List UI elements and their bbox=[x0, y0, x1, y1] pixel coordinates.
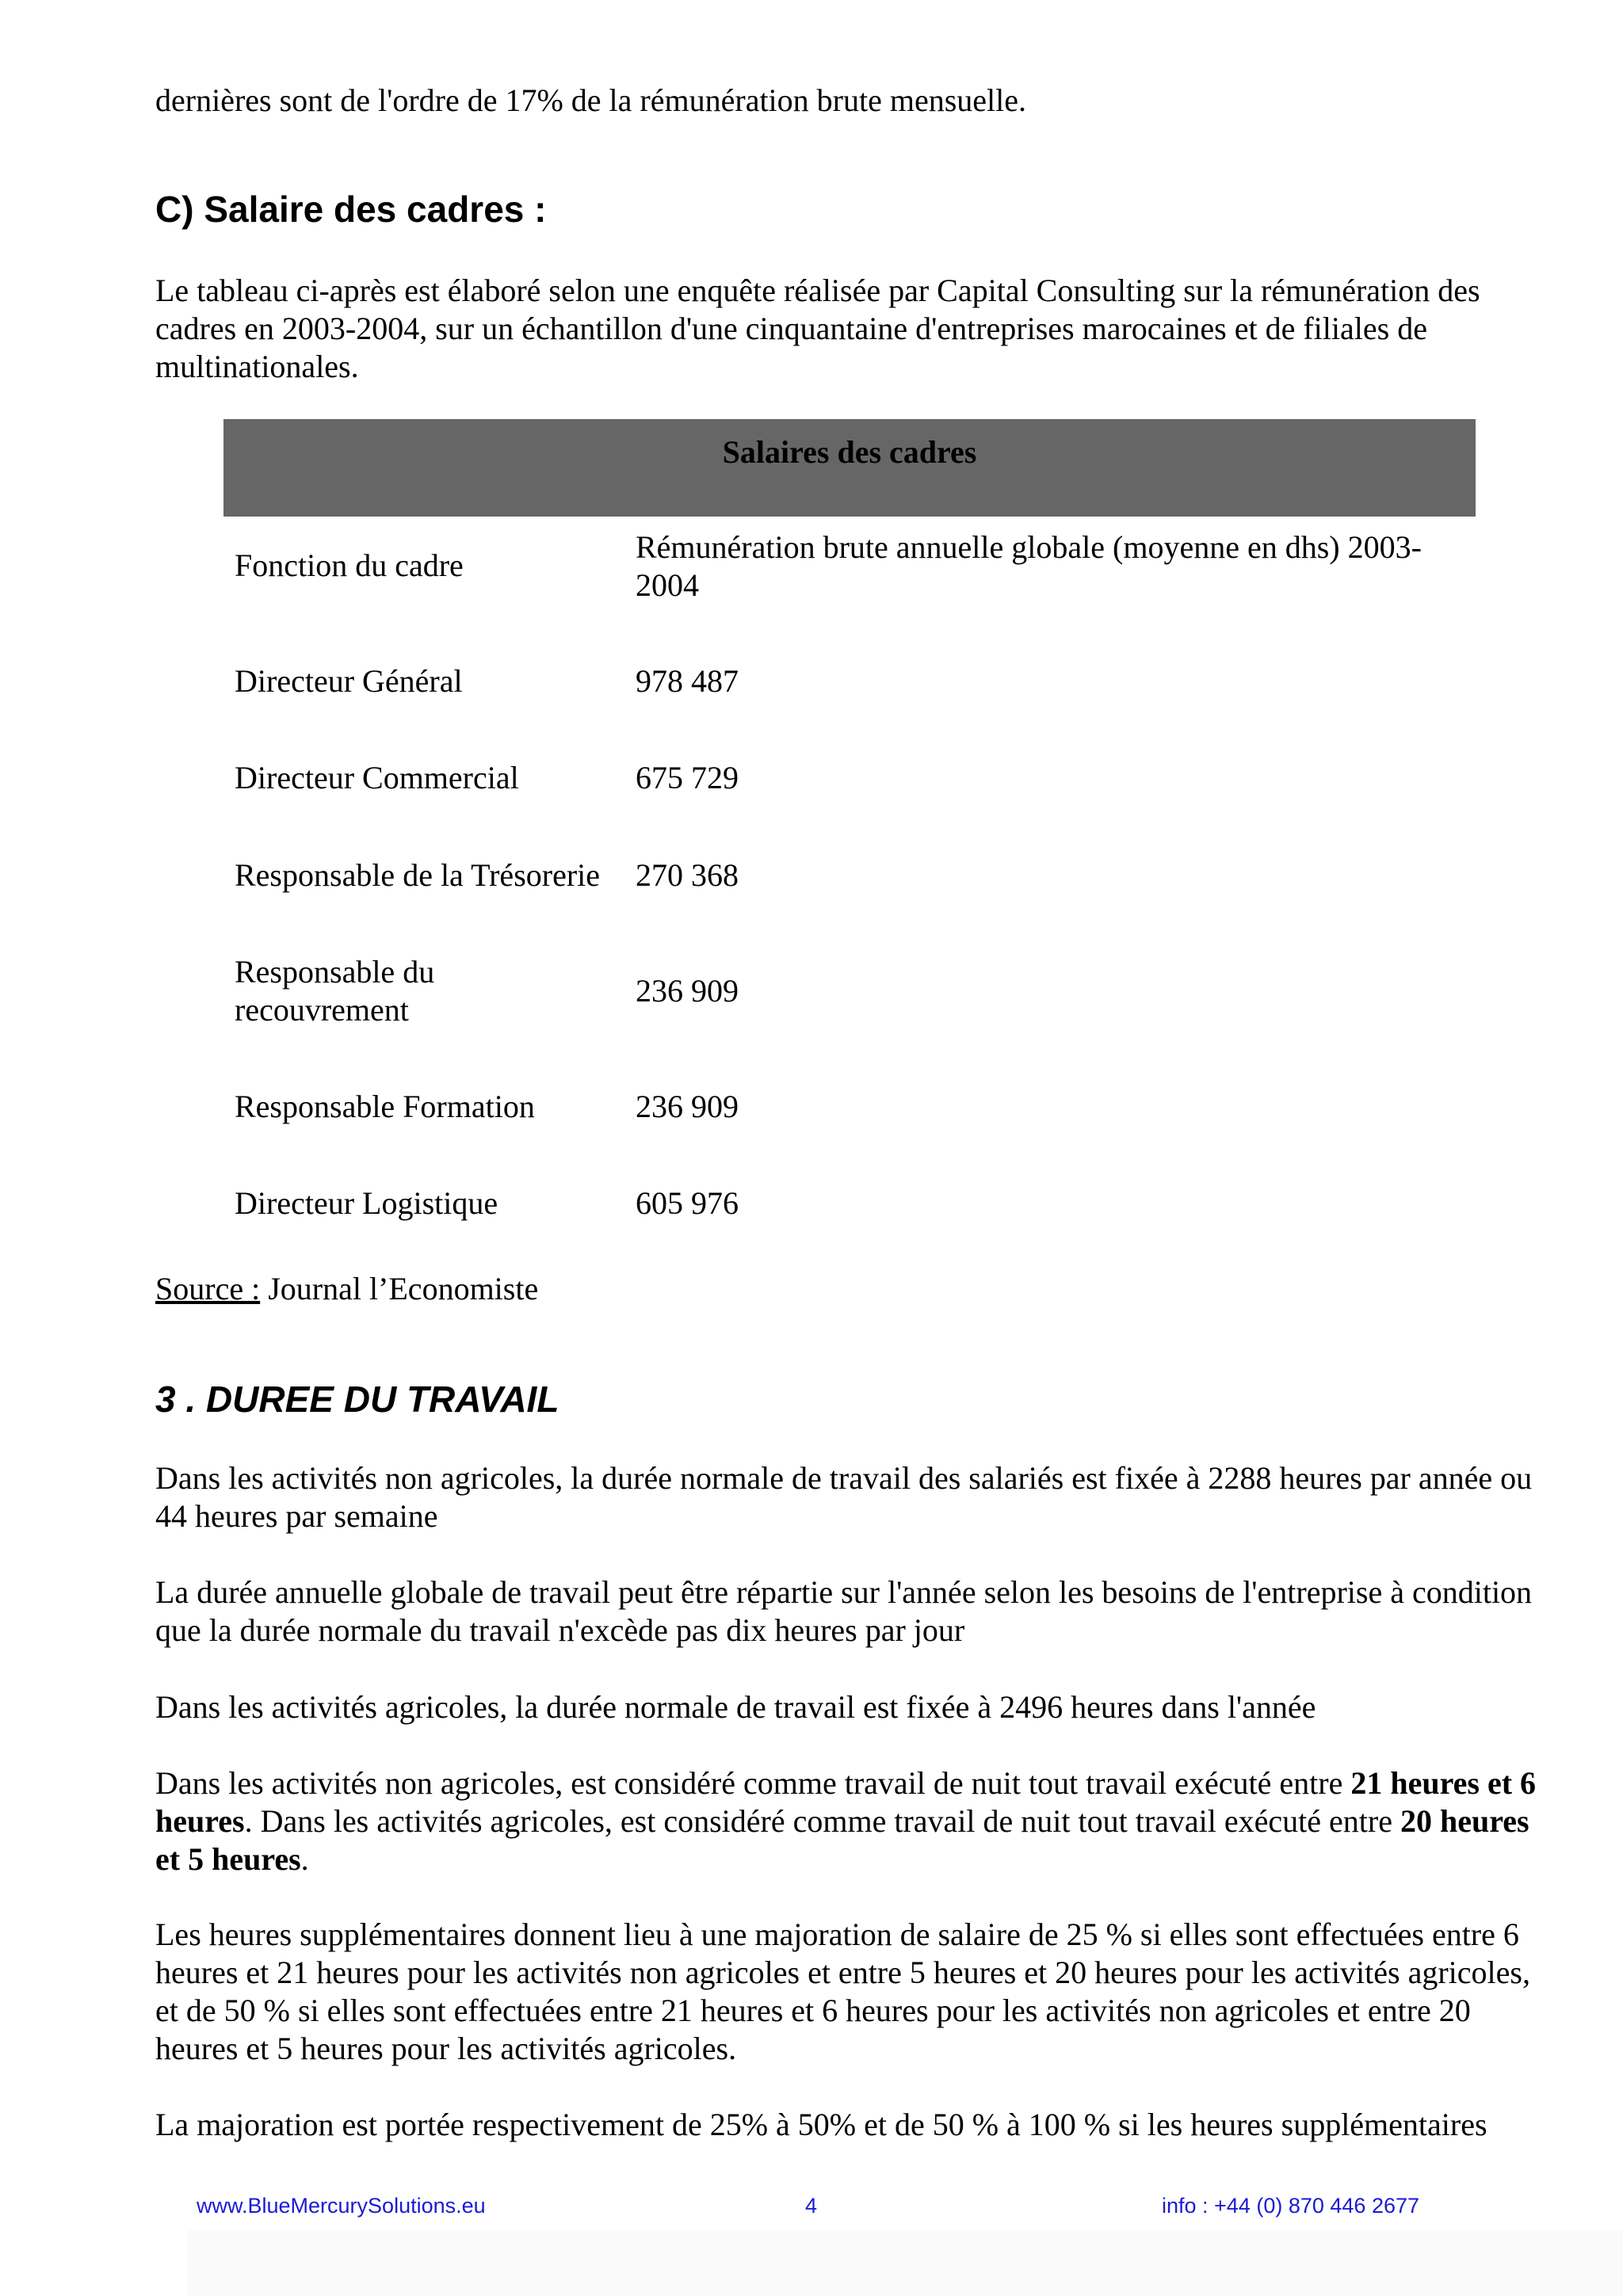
p4-text-1: Dans les activités non agricoles, est considéré comme travail de nuit tout travail exécuté entre bbox=[155, 1765, 1351, 1801]
table-cell-fonction: Directeur Général bbox=[235, 663, 463, 699]
p4-text-3: . bbox=[300, 1841, 309, 1877]
source-line bbox=[155, 1270, 1550, 1308]
table-header bbox=[223, 419, 1476, 517]
p4-bold-1: 21 heures et 6 heures bbox=[155, 1765, 1537, 1839]
footer-website-link[interactable]: www.BlueMercurySolutions.eu bbox=[197, 2194, 486, 2218]
table-col1-header: Fonction du cadre bbox=[235, 547, 464, 583]
section-3-paragraph-1: Dans les activités non agricoles, la durée normale de travail des salariés est fixée à 2288 heures par année ou 44 heures par semaine bbox=[155, 1460, 1533, 1534]
p4-text-2: . Dans les activités agricoles, est considéré comme travail de nuit tout travail exécuté entre bbox=[244, 1803, 1400, 1839]
table-title: Salaires des cadres bbox=[722, 434, 977, 470]
p4-bold-2: 20 heures et 5 heures bbox=[155, 1803, 1529, 1877]
source-text: Journal l’Economiste bbox=[268, 1271, 539, 1306]
section-3-paragraph-6: La majoration est portée respectivement de 25% à 50% et de 50 % à 100 % si les heures supplémentaires bbox=[155, 2107, 1487, 2142]
section-3-paragraph-3: Dans les activités agricoles, la durée normale de travail est fixée à 2496 heures dans l'année bbox=[155, 1689, 1316, 1725]
footer-page-number: 4 bbox=[805, 2194, 818, 2218]
table-cell-remuneration: 675 729 bbox=[636, 760, 739, 795]
table-cell-fonction: Responsable de la Trésorerie bbox=[235, 857, 601, 893]
table-cell-remuneration: 236 909 bbox=[636, 973, 739, 1009]
section-c-heading: C) Salaire des cadres : bbox=[155, 189, 547, 230]
table-cell-remuneration: 605 976 bbox=[636, 1185, 739, 1221]
table-cell-remuneration: 978 487 bbox=[636, 663, 739, 699]
table-cell-fonction: Directeur Commercial bbox=[235, 760, 519, 795]
section-3-paragraph-2: La durée annuelle globale de travail peut être répartie sur l'année selon les besoins de l'entreprise à condition que la durée normale du travail n'excède pas dix heures par jour bbox=[155, 1574, 1533, 1648]
source-label: Source : bbox=[155, 1271, 261, 1306]
table-cell-fonction: Responsable du recouvrement bbox=[235, 954, 435, 1028]
section-3-heading: 3 . DUREE DU TRAVAIL bbox=[155, 1379, 559, 1420]
footer-contact: info : +44 (0) 870 446 2677 bbox=[1162, 2194, 1420, 2218]
table-cell-remuneration: 236 909 bbox=[636, 1089, 739, 1124]
table-col2-header: Rémunération brute annuelle globale (moyenne en dhs) 2003-2004 bbox=[636, 529, 1422, 603]
table-cell-remuneration: 270 368 bbox=[636, 857, 739, 893]
table-cell-fonction: Responsable Formation bbox=[235, 1089, 535, 1124]
section-3-paragraph-5: Les heures supplémentaires donnent lieu à une majoration de salaire de 25 % si elles sont effectuées entre 6 heures et 21 heures pour les activités non agricoles et entre 5 heures et 20 heures pour les activités agricoles, et de 50 % si elles sont effectuées entre 21 heures et 6 heures pour les activités non agricoles et entre 20 heures et 5 heures pour les activités agricoles. bbox=[155, 1917, 1530, 2066]
section-c-paragraph: Le tableau ci-après est élaboré selon une enquête réalisée par Capital Consulting sur la rémunération des cadres en 2003-2004, sur un échantillon d'une cinquantaine d'entreprises marocaines et de filiales de multinationales. bbox=[155, 273, 1480, 384]
footer-shade bbox=[187, 2230, 1623, 2296]
section-3-paragraph-4 bbox=[155, 1764, 1550, 1878]
table-cell-fonction: Directeur Logistique bbox=[235, 1185, 498, 1221]
intro-line: dernières sont de l'ordre de 17% de la rémunération brute mensuelle. bbox=[155, 82, 1027, 118]
